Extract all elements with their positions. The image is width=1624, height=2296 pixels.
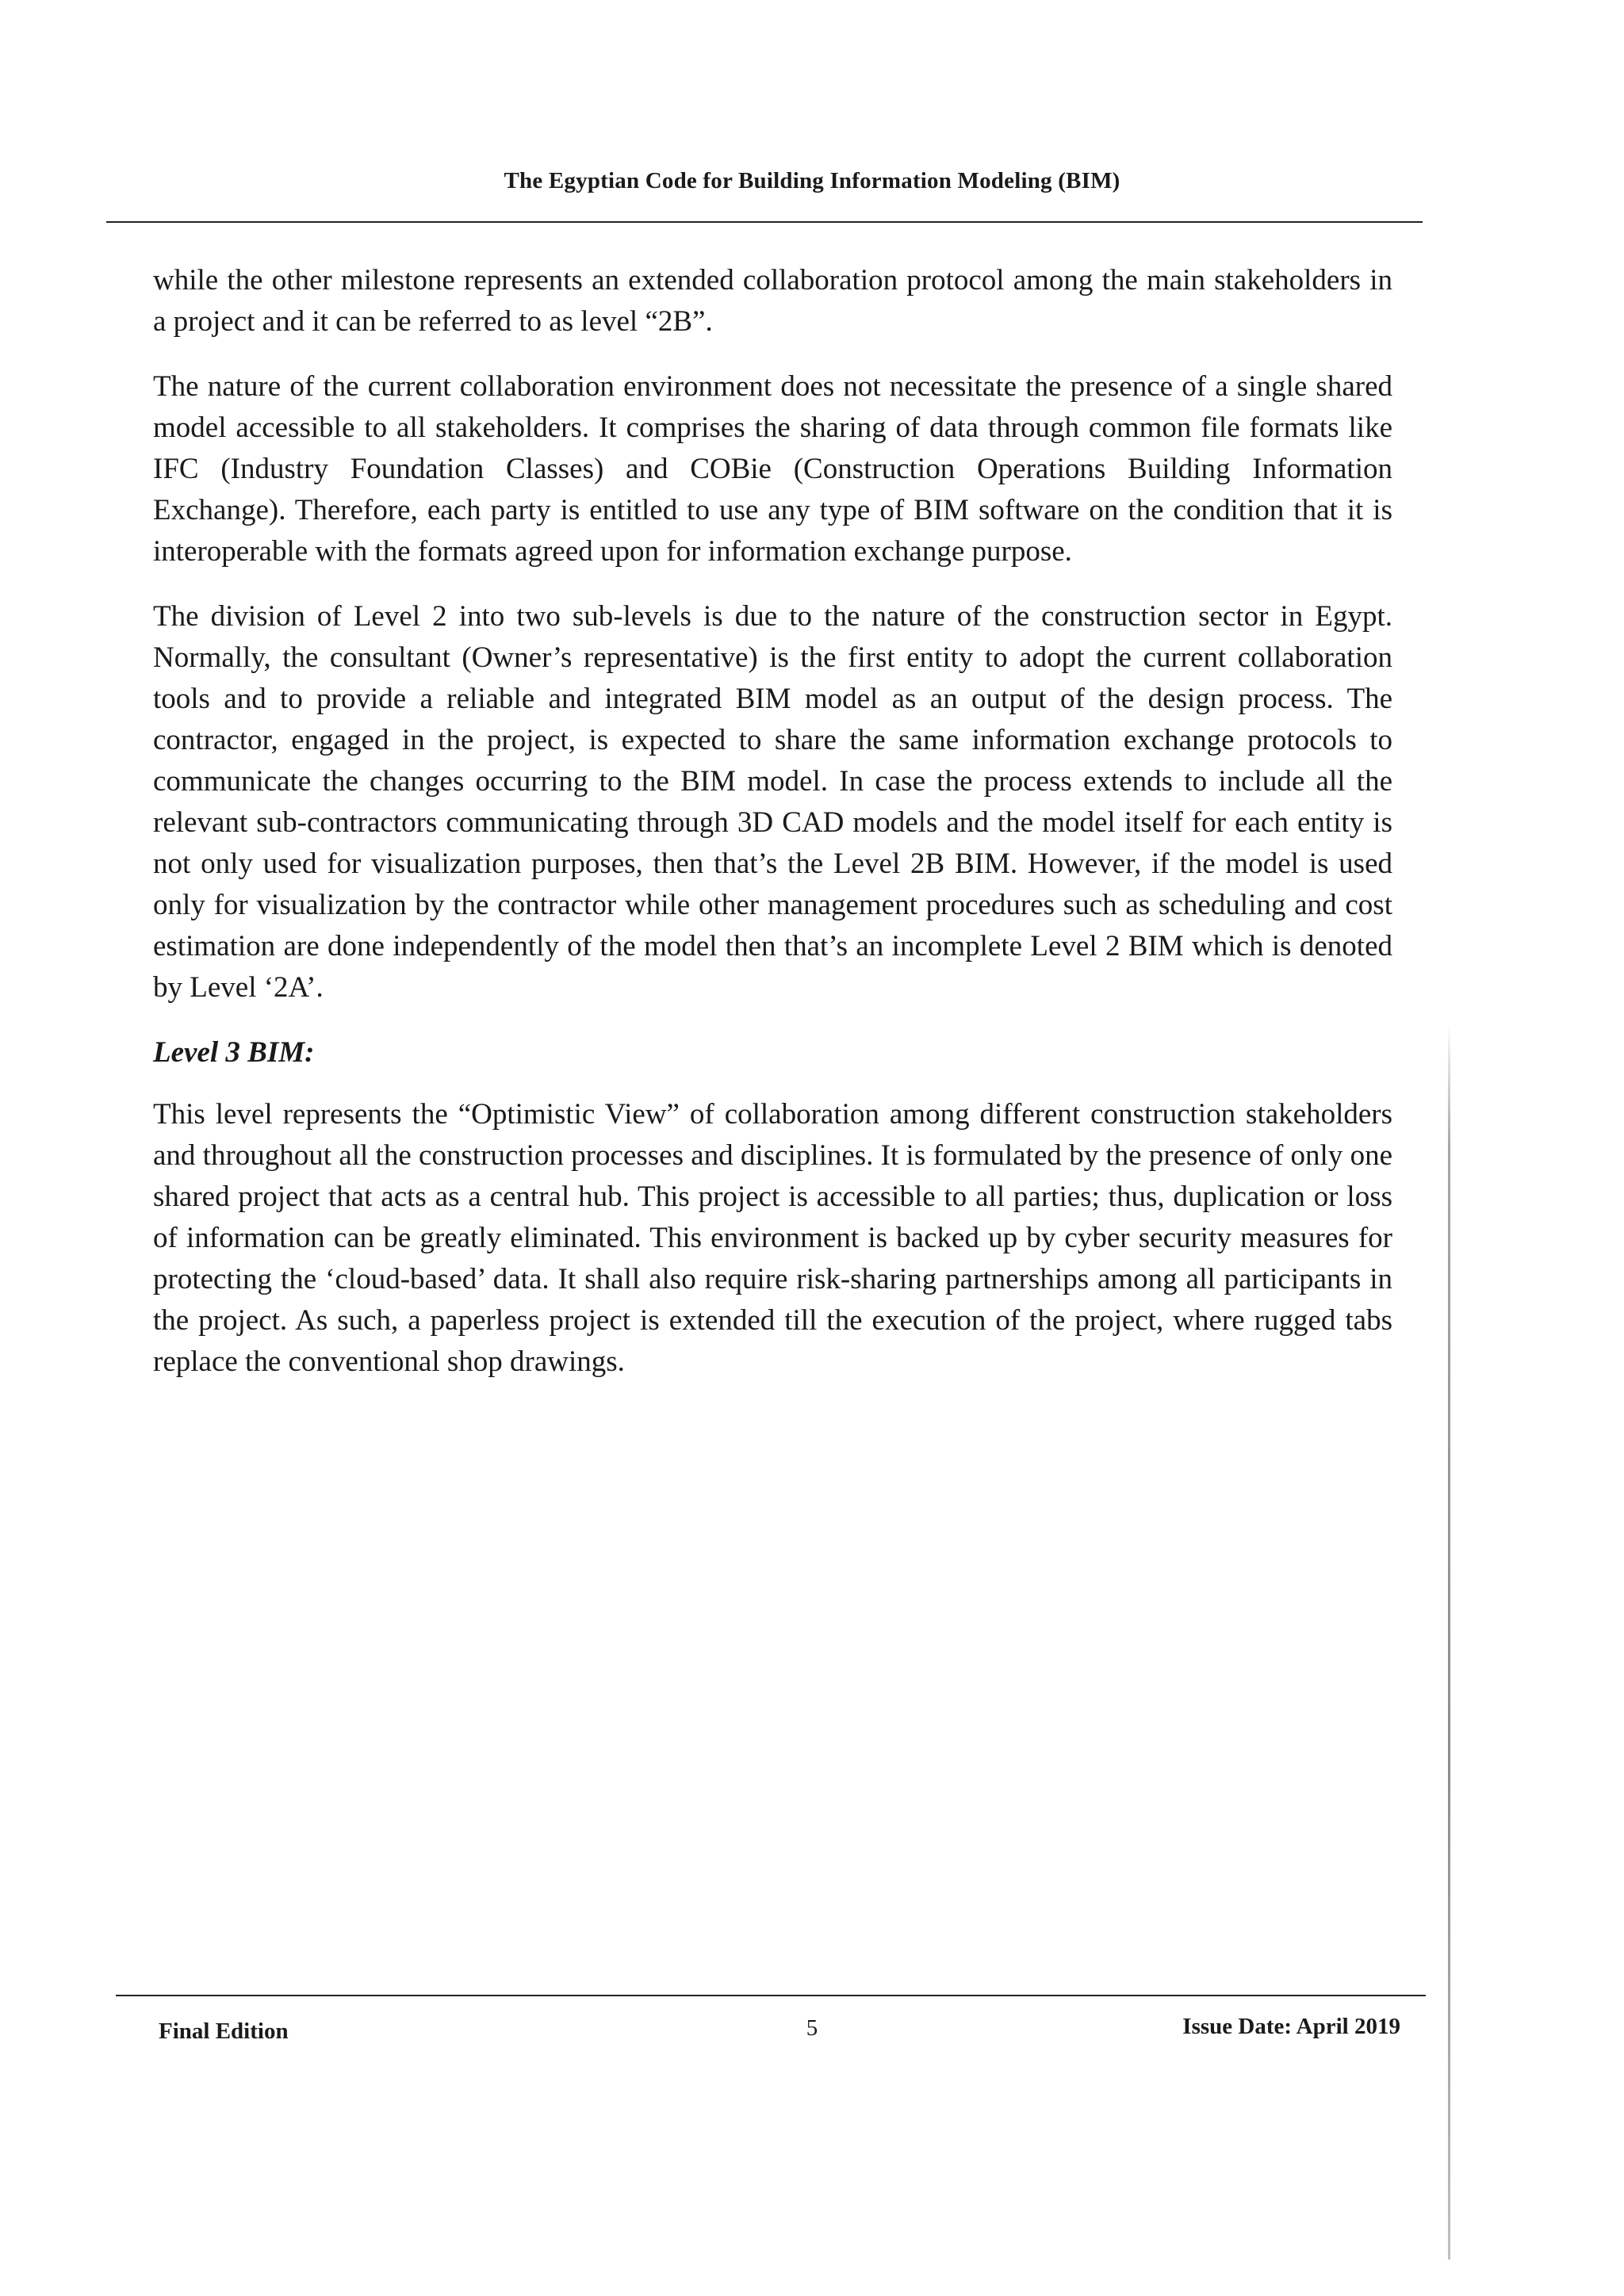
sheet-edge <box>1448 1023 1450 2260</box>
header-divider <box>106 221 1423 223</box>
paragraph-collaboration-environment: The nature of the current collaboration environment does not necessitate the presence of a single shared model accessible to all stakeholders. It comprises the sharing of data through common file formats like IFC (Industry Foundation Classes) and COBie (Construction Operations Building Information Exchange). Therefore, each party is entitled to use any type of BIM software on the condition that it is interoperable with the formats agreed upon for information exchange purpose. <box>153 370 1392 568</box>
footer-edition: Final Edition <box>159 2019 289 2044</box>
footer-divider <box>116 1995 1426 1996</box>
footer-issue-date: Issue Date: April 2019 <box>1182 2014 1400 2039</box>
page-header-title: The Egyptian Code for Building Information Modeling (BIM) <box>504 168 1120 193</box>
paragraph-continuation: while the other milestone represents an extended collaboration protocol among the main stakeholders in a project and it can be referred to as level “2B”. <box>153 264 1392 338</box>
document-body <box>153 260 1392 1406</box>
paragraph-level3: This level represents the “Optimistic View” of collaboration among different construction stakeholders and throughout all the construction processes and disciplines. It is formulated by the presence of only one shared project that acts as a central hub. This project is accessible to all parties; thus, duplication or loss of information can be greatly eliminated. This environment is backed up by cyber security measures for protecting the ‘cloud-based’ data. It shall also require risk-sharing partnerships among all participants in the project. As such, a paperless project is extended till the execution of the project, where rugged tabs replace the conventional shop drawings. <box>153 1098 1392 1378</box>
section-heading-level3: Level 3 BIM: <box>153 1036 315 1069</box>
footer-page-number: 5 <box>806 2015 818 2041</box>
paragraph-level2-division: The division of Level 2 into two sub-levels is due to the nature of the construction sector in Egypt. Normally, the consultant (Owner’s representative) is the first entity to adopt the current collaboration tools and to provide a reliable and integrated BIM model as an output of the design process. The contractor, engaged in the project, is expected to share the same information exchange protocols to communicate the changes occurring to the BIM model. In case the process extends to include all the relevant sub-contractors communicating through 3D CAD models and the model itself for each entity is not only used for visualization purposes, then that’s the Level 2B BIM. However, if the model is used only for visualization by the contractor while other management procedures such as scheduling and cost estimation are done independently of the model then that’s an incomplete Level 2 BIM which is denoted by Level ‘2A’. <box>153 600 1392 1004</box>
